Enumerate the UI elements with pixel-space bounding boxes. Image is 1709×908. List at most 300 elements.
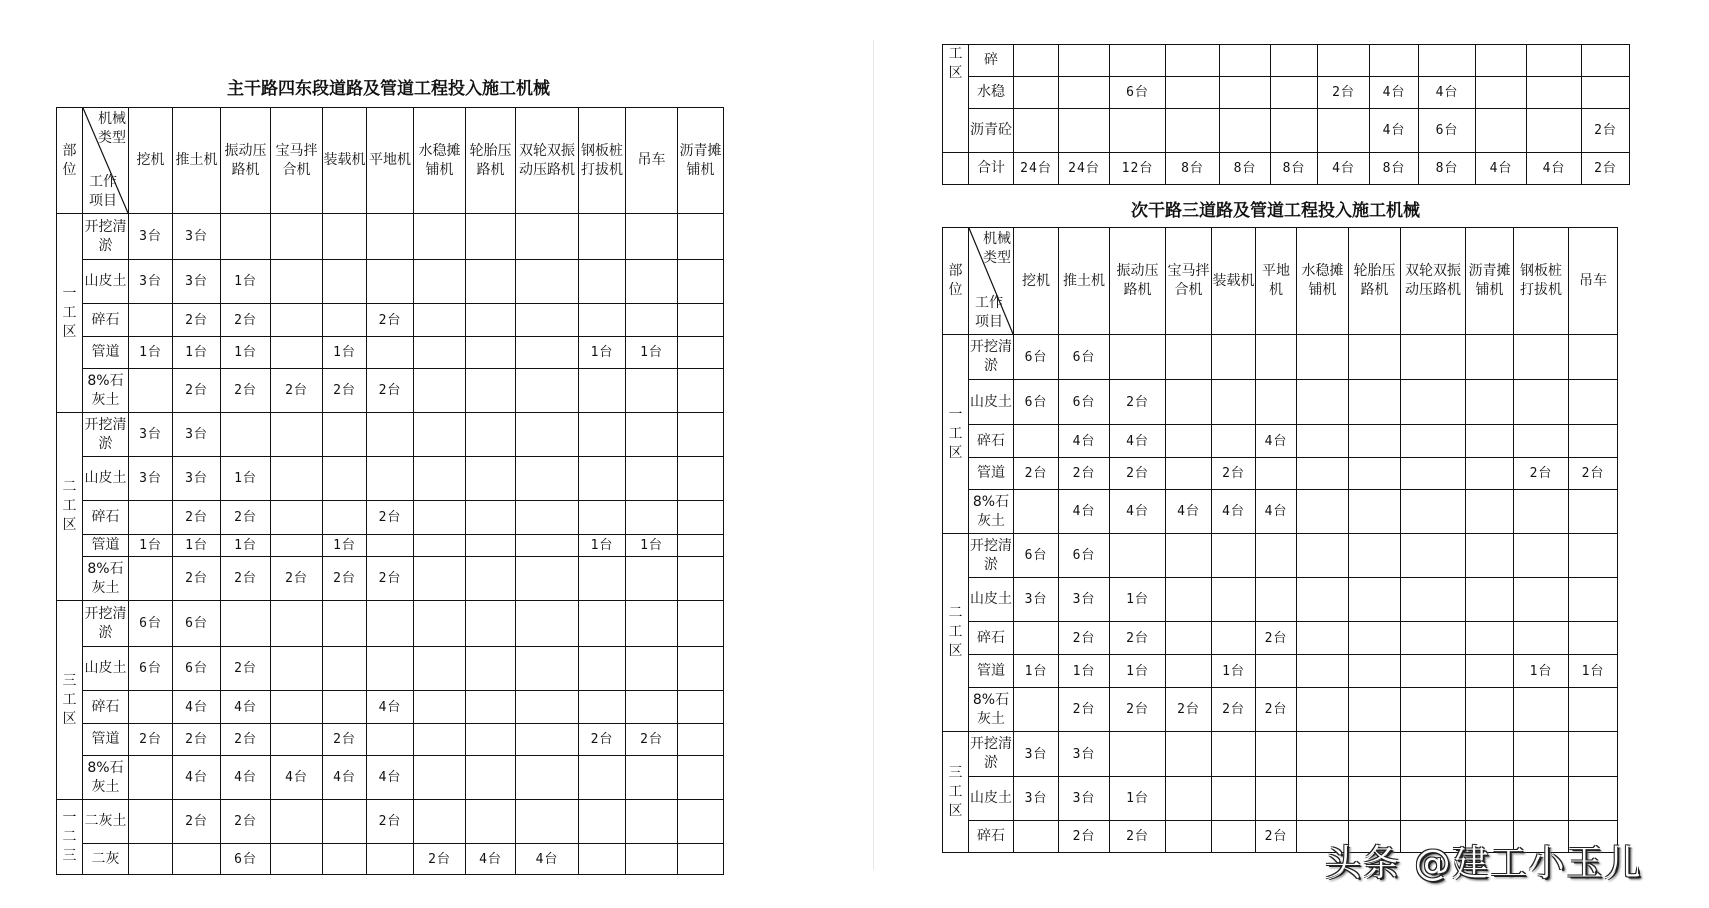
table-row bbox=[57, 756, 724, 800]
value-cell bbox=[414, 647, 466, 691]
value-cell bbox=[1569, 777, 1618, 821]
value-cell bbox=[1256, 732, 1297, 777]
value-cell: 3台 bbox=[173, 413, 221, 457]
value-cell bbox=[1370, 45, 1419, 77]
value-cell bbox=[1297, 688, 1349, 732]
value-cell bbox=[271, 844, 323, 875]
right-table-title: 次干路三道路及管道工程投入施工机械 bbox=[1131, 201, 1420, 221]
value-cell: 4台 bbox=[1059, 425, 1110, 458]
value-cell: 2台 bbox=[173, 304, 221, 337]
item-cell: 山皮土 bbox=[83, 647, 129, 691]
table-row bbox=[57, 457, 724, 501]
value-cell bbox=[466, 260, 516, 304]
value-cell bbox=[1349, 777, 1401, 821]
value-cell bbox=[1220, 45, 1271, 77]
value-cell bbox=[466, 756, 516, 800]
value-cell bbox=[466, 691, 516, 724]
value-cell bbox=[1401, 380, 1466, 425]
value-cell: 4台 bbox=[466, 844, 516, 875]
value-cell bbox=[678, 535, 724, 557]
value-cell bbox=[271, 337, 323, 369]
total-value-cell: 24台 bbox=[1014, 153, 1059, 185]
value-cell bbox=[466, 724, 516, 756]
value-cell bbox=[1256, 534, 1297, 578]
value-cell bbox=[323, 304, 367, 337]
value-cell: 6台 bbox=[1110, 77, 1166, 109]
value-cell: 2台 bbox=[1110, 622, 1166, 655]
value-cell bbox=[271, 535, 323, 557]
value-cell bbox=[1569, 335, 1618, 380]
item-cell: 山皮土 bbox=[83, 457, 129, 501]
header-row bbox=[57, 108, 724, 214]
value-cell bbox=[626, 557, 678, 601]
value-cell bbox=[1271, 109, 1318, 153]
value-cell bbox=[1514, 490, 1569, 534]
value-cell bbox=[1212, 821, 1256, 853]
value-cell bbox=[1256, 458, 1297, 490]
column-header: 装载机 bbox=[323, 108, 367, 214]
value-cell bbox=[1059, 109, 1110, 153]
item-cell: 碎石 bbox=[83, 691, 129, 724]
value-cell bbox=[1297, 777, 1349, 821]
column-header: 双轮双振动压路机 bbox=[1401, 228, 1466, 335]
value-cell bbox=[1349, 655, 1401, 688]
value-cell: 3台 bbox=[129, 457, 173, 501]
value-cell bbox=[414, 457, 466, 501]
value-cell bbox=[1466, 655, 1514, 688]
value-cell: 2台 bbox=[323, 724, 367, 756]
table-row bbox=[57, 647, 724, 691]
value-cell bbox=[1514, 425, 1569, 458]
value-cell bbox=[1212, 335, 1256, 380]
total-value-cell: 8台 bbox=[1419, 153, 1476, 185]
value-cell: 2台 bbox=[323, 369, 367, 413]
column-header: 平地机 bbox=[367, 108, 414, 214]
value-cell bbox=[414, 260, 466, 304]
value-cell bbox=[1297, 732, 1349, 777]
value-cell bbox=[367, 337, 414, 369]
value-cell bbox=[1349, 534, 1401, 578]
item-cell: 开挖清淤 bbox=[969, 732, 1014, 777]
value-cell: 6台 bbox=[173, 601, 221, 647]
value-cell: 4台 bbox=[1110, 490, 1166, 534]
table-row bbox=[943, 655, 1618, 688]
table-row bbox=[57, 535, 724, 557]
value-cell bbox=[1297, 335, 1349, 380]
value-cell: 1台 bbox=[1212, 655, 1256, 688]
value-cell bbox=[1014, 109, 1059, 153]
value-cell: 4台 bbox=[271, 756, 323, 800]
value-cell: 2台 bbox=[367, 800, 414, 844]
value-cell bbox=[271, 647, 323, 691]
item-cell: 碎石 bbox=[969, 821, 1014, 853]
value-cell bbox=[1166, 109, 1220, 153]
value-cell: 1台 bbox=[1110, 578, 1166, 622]
value-cell bbox=[579, 691, 626, 724]
zone-cell bbox=[943, 45, 969, 153]
value-cell bbox=[678, 369, 724, 413]
total-value-cell: 2台 bbox=[1582, 153, 1630, 185]
value-cell bbox=[129, 844, 173, 875]
value-cell: 2台 bbox=[221, 369, 271, 413]
value-cell bbox=[579, 557, 626, 601]
value-cell: 1台 bbox=[1514, 655, 1569, 688]
column-header: 吊车 bbox=[1569, 228, 1618, 335]
value-cell bbox=[1466, 622, 1514, 655]
diagonal-header-cell bbox=[83, 108, 129, 214]
value-cell bbox=[1569, 688, 1618, 732]
value-cell bbox=[626, 756, 678, 800]
value-cell: 4台 bbox=[1419, 77, 1476, 109]
value-cell bbox=[1212, 578, 1256, 622]
value-cell bbox=[271, 800, 323, 844]
table-row bbox=[943, 578, 1618, 622]
value-cell bbox=[323, 413, 367, 457]
zone-cell bbox=[57, 214, 83, 413]
value-cell bbox=[1401, 578, 1466, 622]
value-cell bbox=[367, 214, 414, 260]
value-cell: 6台 bbox=[1059, 380, 1110, 425]
value-cell bbox=[1297, 490, 1349, 534]
value-cell bbox=[1401, 655, 1466, 688]
total-zone-cell bbox=[943, 153, 969, 185]
value-cell bbox=[1527, 77, 1582, 109]
table-row bbox=[57, 601, 724, 647]
value-cell bbox=[323, 457, 367, 501]
value-cell: 3台 bbox=[173, 457, 221, 501]
item-cell: 碎石 bbox=[83, 501, 129, 535]
value-cell: 3台 bbox=[1014, 732, 1059, 777]
value-cell bbox=[1256, 777, 1297, 821]
item-cell: 开挖清淤 bbox=[83, 413, 129, 457]
column-header: 挖机 bbox=[1014, 228, 1059, 335]
value-cell bbox=[1514, 777, 1569, 821]
value-cell bbox=[414, 756, 466, 800]
value-cell bbox=[1514, 335, 1569, 380]
value-cell bbox=[1466, 688, 1514, 732]
value-cell bbox=[1466, 380, 1514, 425]
value-cell: 1台 bbox=[1110, 777, 1166, 821]
value-cell bbox=[626, 647, 678, 691]
value-cell: 6台 bbox=[1419, 109, 1476, 153]
value-cell bbox=[1014, 688, 1059, 732]
value-cell: 2台 bbox=[221, 557, 271, 601]
value-cell: 2台 bbox=[626, 724, 678, 756]
value-cell bbox=[626, 304, 678, 337]
value-cell bbox=[1514, 578, 1569, 622]
item-cell: 碎 bbox=[969, 45, 1014, 77]
table-row bbox=[57, 304, 724, 337]
value-cell bbox=[271, 724, 323, 756]
value-cell: 6台 bbox=[1059, 534, 1110, 578]
value-cell: 2台 bbox=[221, 647, 271, 691]
zone-label: 一二三 bbox=[62, 809, 77, 864]
column-header: 推土机 bbox=[1059, 228, 1110, 335]
value-cell bbox=[1212, 777, 1256, 821]
value-cell: 4台 bbox=[1059, 490, 1110, 534]
item-cell: 管道 bbox=[83, 535, 129, 557]
value-cell bbox=[1318, 109, 1370, 153]
value-cell: 2台 bbox=[221, 724, 271, 756]
value-cell: 4台 bbox=[221, 691, 271, 724]
value-cell bbox=[579, 413, 626, 457]
item-cell: 碎石 bbox=[969, 425, 1014, 458]
value-cell bbox=[1110, 534, 1166, 578]
column-header: 轮胎压路机 bbox=[466, 108, 516, 214]
table-row bbox=[943, 534, 1618, 578]
value-cell bbox=[516, 304, 579, 337]
value-cell bbox=[1166, 77, 1220, 109]
value-cell bbox=[626, 601, 678, 647]
value-cell bbox=[1256, 380, 1297, 425]
table-row bbox=[57, 724, 724, 756]
column-header: 轮胎压路机 bbox=[1349, 228, 1401, 335]
table-row bbox=[57, 501, 724, 535]
watermark: 头条 @建工小玉儿 bbox=[1325, 843, 1643, 884]
value-cell bbox=[1349, 732, 1401, 777]
item-cell: 管道 bbox=[969, 458, 1014, 490]
column-header: 水稳摊铺机 bbox=[414, 108, 466, 214]
table-row bbox=[943, 490, 1618, 534]
table-row bbox=[57, 214, 724, 260]
value-cell bbox=[1166, 655, 1212, 688]
item-cell: 管道 bbox=[83, 337, 129, 369]
item-cell: 8%石灰土 bbox=[83, 557, 129, 601]
value-cell bbox=[1582, 45, 1630, 77]
table-row bbox=[57, 557, 724, 601]
value-cell bbox=[414, 601, 466, 647]
table-row bbox=[943, 77, 1630, 109]
value-cell bbox=[129, 369, 173, 413]
header-row bbox=[943, 228, 1618, 335]
value-cell bbox=[1110, 335, 1166, 380]
zone-label: 二工区 bbox=[62, 479, 77, 533]
value-cell bbox=[271, 601, 323, 647]
value-cell: 2台 bbox=[173, 724, 221, 756]
value-cell: 2台 bbox=[1110, 458, 1166, 490]
value-cell bbox=[271, 413, 323, 457]
value-cell bbox=[414, 800, 466, 844]
value-cell bbox=[414, 501, 466, 535]
value-cell: 4台 bbox=[1256, 490, 1297, 534]
value-cell bbox=[1569, 622, 1618, 655]
total-row bbox=[943, 153, 1630, 185]
value-cell: 4台 bbox=[1256, 425, 1297, 458]
value-cell bbox=[1466, 490, 1514, 534]
table-row bbox=[57, 337, 724, 369]
value-cell: 4台 bbox=[367, 691, 414, 724]
value-cell: 2台 bbox=[579, 724, 626, 756]
value-cell: 2台 bbox=[1256, 688, 1297, 732]
value-cell bbox=[323, 647, 367, 691]
value-cell: 3台 bbox=[173, 214, 221, 260]
value-cell: 1台 bbox=[323, 337, 367, 369]
value-cell bbox=[414, 724, 466, 756]
value-cell bbox=[1527, 45, 1582, 77]
table-row bbox=[943, 335, 1618, 380]
column-header: 水稳摊铺机 bbox=[1297, 228, 1349, 335]
value-cell bbox=[1220, 77, 1271, 109]
value-cell bbox=[173, 844, 221, 875]
zone-label: 二工区 bbox=[948, 605, 963, 659]
item-cell: 管道 bbox=[83, 724, 129, 756]
value-cell bbox=[323, 260, 367, 304]
value-cell bbox=[1476, 77, 1527, 109]
value-cell bbox=[1166, 821, 1212, 853]
item-cell: 8%石灰土 bbox=[969, 490, 1014, 534]
item-cell: 沥青砼 bbox=[969, 109, 1014, 153]
value-cell bbox=[678, 691, 724, 724]
value-cell: 2台 bbox=[1059, 821, 1110, 853]
value-cell bbox=[1014, 77, 1059, 109]
value-cell bbox=[271, 260, 323, 304]
value-cell bbox=[626, 501, 678, 535]
item-cell: 管道 bbox=[969, 655, 1014, 688]
value-cell bbox=[1166, 777, 1212, 821]
value-cell bbox=[466, 369, 516, 413]
value-cell: 2台 bbox=[173, 369, 221, 413]
value-cell bbox=[1466, 578, 1514, 622]
item-cell: 8%石灰土 bbox=[83, 756, 129, 800]
column-header: 装载机 bbox=[1212, 228, 1256, 335]
column-header: 双轮双振动压路机 bbox=[516, 108, 579, 214]
value-cell: 2台 bbox=[1318, 77, 1370, 109]
value-cell bbox=[129, 691, 173, 724]
value-cell bbox=[271, 304, 323, 337]
zone-label: 一工区 bbox=[948, 406, 963, 461]
value-cell: 3台 bbox=[129, 214, 173, 260]
value-cell: 4台 bbox=[323, 756, 367, 800]
item-cell: 开挖清淤 bbox=[83, 214, 129, 260]
value-cell bbox=[1514, 380, 1569, 425]
value-cell: 3台 bbox=[129, 260, 173, 304]
zone-cell bbox=[57, 601, 83, 800]
value-cell bbox=[1349, 578, 1401, 622]
zone-header-label: 部位 bbox=[62, 142, 77, 178]
value-cell bbox=[1166, 578, 1212, 622]
value-cell bbox=[1401, 622, 1466, 655]
zone-cell bbox=[943, 732, 969, 853]
value-cell bbox=[1166, 45, 1220, 77]
value-cell: 4台 bbox=[1370, 77, 1419, 109]
zone-label: 工区 bbox=[948, 46, 963, 81]
value-cell bbox=[1401, 777, 1466, 821]
value-cell bbox=[1212, 425, 1256, 458]
value-cell: 1台 bbox=[1110, 655, 1166, 688]
value-cell bbox=[579, 756, 626, 800]
value-cell bbox=[1476, 109, 1527, 153]
value-cell bbox=[129, 557, 173, 601]
zone-label: 三工区 bbox=[62, 672, 77, 727]
column-header: 推土机 bbox=[173, 108, 221, 214]
value-cell: 4台 bbox=[367, 756, 414, 800]
table-row bbox=[943, 777, 1618, 821]
total-value-cell: 4台 bbox=[1476, 153, 1527, 185]
item-cell: 8%石灰土 bbox=[969, 688, 1014, 732]
value-cell: 4台 bbox=[1110, 425, 1166, 458]
value-cell: 3台 bbox=[129, 413, 173, 457]
value-cell bbox=[678, 337, 724, 369]
value-cell bbox=[1297, 425, 1349, 458]
value-cell: 2台 bbox=[1110, 821, 1166, 853]
diag-top-label: 机械类型 bbox=[983, 231, 1011, 266]
value-cell: 2台 bbox=[271, 369, 323, 413]
value-cell bbox=[414, 691, 466, 724]
value-cell bbox=[1476, 45, 1527, 77]
table-row bbox=[57, 800, 724, 844]
zone-label: 一工区 bbox=[62, 285, 77, 340]
total-value-cell: 8台 bbox=[1220, 153, 1271, 185]
value-cell bbox=[1466, 732, 1514, 777]
value-cell bbox=[1466, 425, 1514, 458]
value-cell bbox=[678, 304, 724, 337]
value-cell bbox=[1059, 77, 1110, 109]
value-cell bbox=[678, 601, 724, 647]
diagonal-header-cell bbox=[969, 228, 1014, 335]
table-row bbox=[943, 425, 1618, 458]
value-cell: 2台 bbox=[1212, 458, 1256, 490]
value-cell: 4台 bbox=[173, 691, 221, 724]
value-cell bbox=[579, 214, 626, 260]
value-cell bbox=[626, 691, 678, 724]
value-cell bbox=[516, 691, 579, 724]
column-header: 振动压路机 bbox=[221, 108, 271, 214]
value-cell: 1台 bbox=[129, 337, 173, 369]
value-cell bbox=[626, 214, 678, 260]
value-cell bbox=[579, 457, 626, 501]
value-cell bbox=[1166, 458, 1212, 490]
value-cell bbox=[1014, 821, 1059, 853]
value-cell: 1台 bbox=[221, 457, 271, 501]
page-divider bbox=[873, 40, 874, 870]
value-cell bbox=[129, 501, 173, 535]
value-cell bbox=[678, 260, 724, 304]
value-cell: 2台 bbox=[173, 800, 221, 844]
value-cell bbox=[1297, 655, 1349, 688]
value-cell: 2台 bbox=[1059, 622, 1110, 655]
value-cell bbox=[1349, 688, 1401, 732]
value-cell bbox=[367, 413, 414, 457]
table-row bbox=[943, 109, 1630, 153]
value-cell: 4台 bbox=[221, 756, 271, 800]
item-cell: 水稳 bbox=[969, 77, 1014, 109]
total-value-cell: 24台 bbox=[1059, 153, 1110, 185]
value-cell bbox=[626, 844, 678, 875]
value-cell bbox=[323, 601, 367, 647]
zone-header-label: 部位 bbox=[948, 263, 963, 298]
value-cell: 1台 bbox=[129, 535, 173, 557]
value-cell bbox=[271, 214, 323, 260]
value-cell bbox=[323, 800, 367, 844]
value-cell bbox=[516, 756, 579, 800]
value-cell bbox=[1166, 380, 1212, 425]
total-label: 合计 bbox=[969, 153, 1014, 185]
value-cell bbox=[414, 535, 466, 557]
value-cell: 1台 bbox=[1569, 655, 1618, 688]
zone-header bbox=[57, 108, 83, 214]
value-cell bbox=[579, 260, 626, 304]
right-machinery-table bbox=[942, 227, 1618, 853]
value-cell bbox=[323, 214, 367, 260]
table-row bbox=[943, 380, 1618, 425]
value-cell: 6台 bbox=[173, 647, 221, 691]
value-cell: 1台 bbox=[221, 535, 271, 557]
value-cell: 2台 bbox=[367, 557, 414, 601]
value-cell bbox=[1297, 458, 1349, 490]
value-cell: 2台 bbox=[173, 557, 221, 601]
value-cell bbox=[1349, 380, 1401, 425]
value-cell: 1台 bbox=[626, 535, 678, 557]
